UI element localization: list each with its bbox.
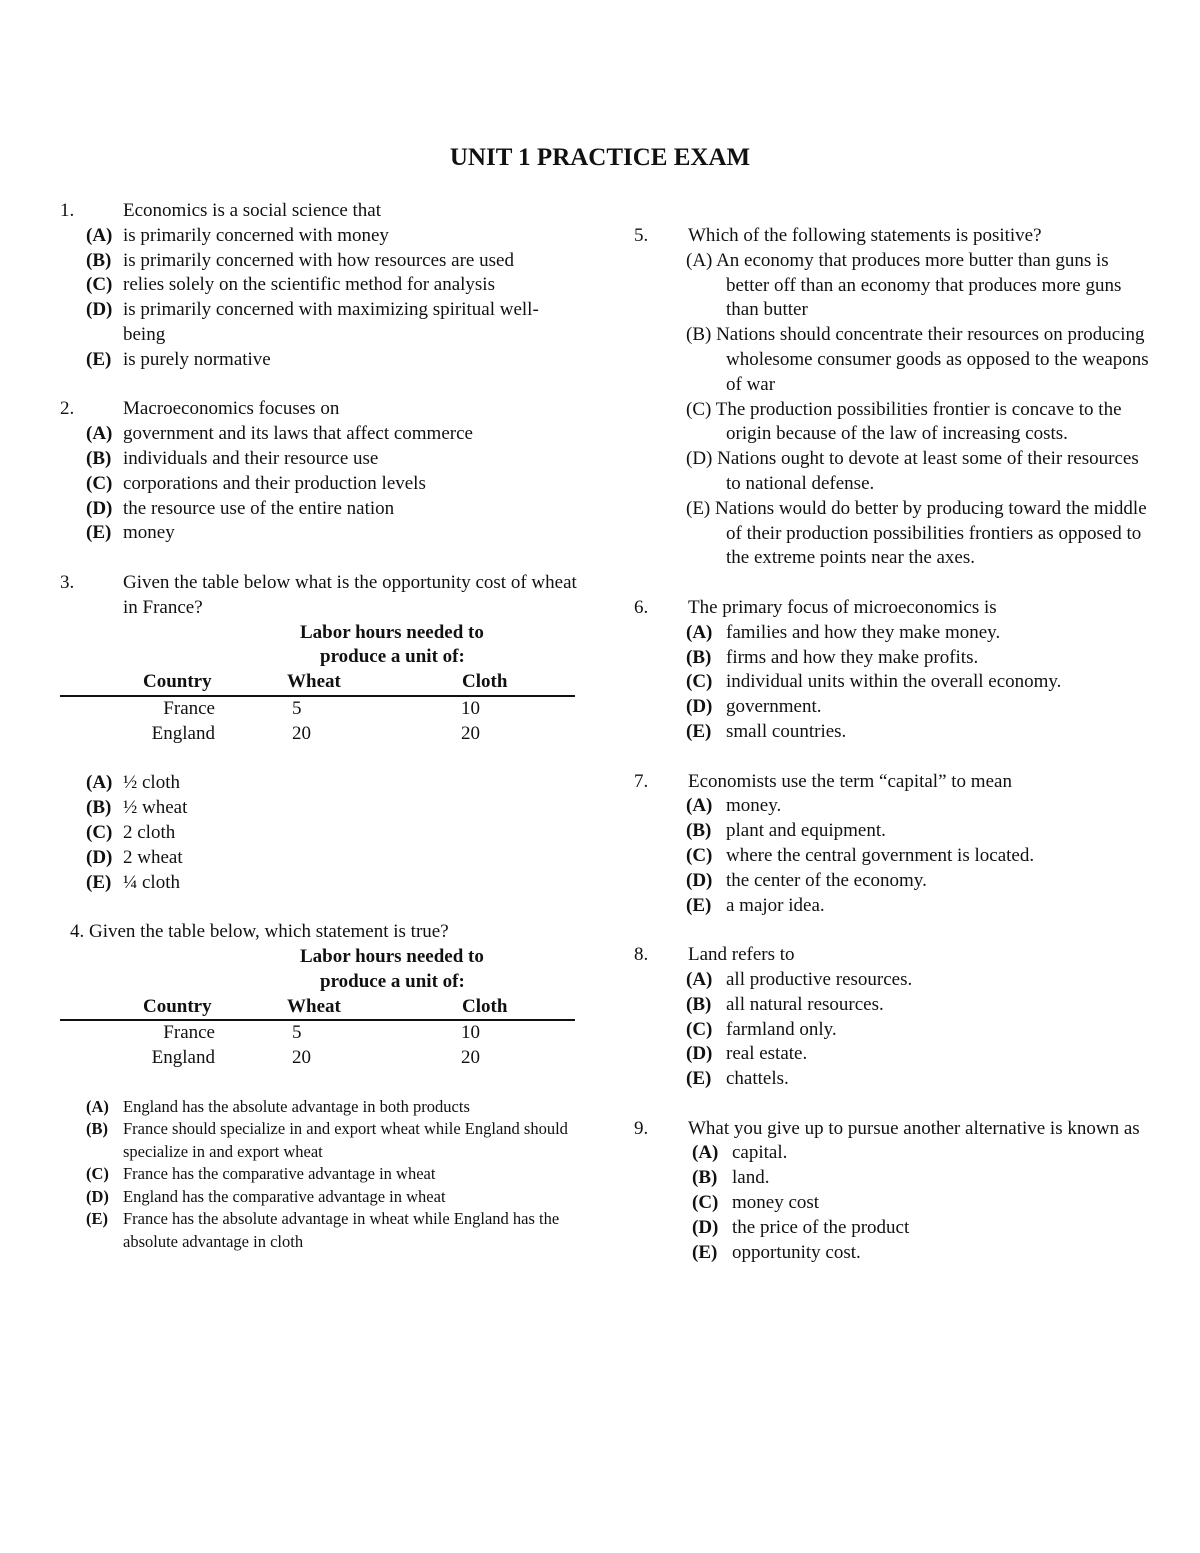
table-cell: 20 [292,1047,311,1069]
question-number: 8. [634,944,649,966]
option-text: relies solely on the scientific method for analysis [123,274,495,296]
option-d [60,1186,580,1209]
option-a [60,224,580,249]
option-label: (B) [86,447,112,469]
question-2 [60,397,580,546]
table-row [60,1021,575,1046]
option-e [634,894,1154,919]
option-text: all productive resources. [726,968,913,990]
option-label: (B) [86,797,112,819]
option-text: real estate. [726,1043,808,1065]
option-b [60,796,580,821]
question-9 [634,1117,1154,1266]
option-text: where the central government is located. [726,844,1035,866]
option-label: (C) [686,1018,713,1040]
option-list [60,1096,580,1254]
column-header: Wheat [287,671,341,693]
option-text: the resource use of the entire nation [123,497,395,519]
option-label: (C) [86,1164,109,1184]
left-column [60,199,580,1278]
page-title: UNIT 1 PRACTICE EXAM [449,144,751,171]
question-3 [60,571,580,895]
option-text: ½ wheat [123,797,188,819]
option-text: a major idea. [726,894,825,916]
option-a [634,621,1154,646]
option-label: (E) [86,1209,108,1229]
question-text: Economics is a social science that [123,200,381,221]
option-text: ¼ cloth [123,871,180,893]
option-a [634,249,1154,323]
option-text: farmland only. [726,1018,837,1040]
option-d [634,447,1154,497]
column-header: Country [143,671,212,693]
option-b [60,249,580,274]
option-a [634,1141,1154,1166]
option-text: individual units within the overall economy. [726,671,1062,693]
option-text: (E) Nations would do better by producing toward the middle of their production possibilities frontiers as opposed to the extreme points near the axes. [686,497,1147,569]
option-text: (A) An economy that produces more butter than guns is better off than an economy that produces more guns than butter [686,249,1122,321]
option-text: is primarily concerned with money [123,224,389,246]
option-d [60,846,580,871]
option-text: is primarily concerned with maximizing spiritual well-being [123,299,539,345]
table-cell: 20 [461,722,480,744]
question-5 [634,224,1154,571]
option-label: (C) [86,472,113,494]
option-b [634,646,1154,671]
option-a [60,771,580,796]
option-text: plant and equipment. [726,820,886,842]
option-b [634,819,1154,844]
option-label: (E) [86,871,112,893]
option-c [634,670,1154,695]
column-header: Country [143,995,212,1017]
option-e [60,1208,580,1253]
option-label: (A) [86,423,113,445]
table-row [60,697,575,722]
option-d [634,869,1154,894]
option-c [60,1163,580,1186]
question-4 [60,920,580,1253]
option-label: (C) [686,671,713,693]
question-stem [634,943,1154,968]
option-c [60,472,580,497]
option-b [60,1118,580,1163]
option-text: chattels. [726,1068,789,1090]
option-label: (B) [692,1167,718,1189]
question-number: 3. [60,571,75,593]
question-text: The primary focus of microeconomics is [688,596,997,618]
option-label: (A) [692,1142,719,1164]
option-text: government and its laws that affect commerce [123,423,473,445]
option-e [634,1067,1154,1092]
option-e [60,871,580,896]
table-cell: 5 [292,1022,302,1044]
option-text: money [123,522,175,544]
option-label: (E) [86,522,112,544]
option-text: the price of the product [732,1216,910,1238]
option-text: corporations and their production levels [123,472,426,494]
table-cell: England [151,722,215,744]
option-label: (B) [686,993,712,1015]
option-label: (B) [686,820,712,842]
right-column [634,224,1154,1290]
option-text: all natural resources. [726,993,884,1015]
option-label: (A) [686,795,713,817]
option-e [634,720,1154,745]
table-header-row [60,670,575,697]
option-e [634,497,1154,571]
table-caption [60,621,484,671]
question-text: Land refers to [688,944,795,966]
option-label: (D) [86,299,113,321]
question-text: What you give up to pursue another alternative is known as [688,1117,1140,1139]
option-text: England has the absolute advantage in both products [123,1096,470,1116]
option-label: (A) [86,224,113,246]
option-label: (C) [86,274,113,296]
option-label: (D) [86,1186,109,1206]
option-text: is primarily concerned with how resources are used [123,249,514,271]
option-text: capital. [732,1142,788,1164]
option-text: firms and how they make profits. [726,646,979,668]
option-label: (D) [686,1043,713,1065]
table-cell: 5 [292,697,302,719]
option-text: England has the comparative advantage in wheat [123,1186,446,1206]
question-6 [634,596,1154,745]
question-stem [60,397,580,422]
option-text: (D) Nations ought to devote at least some of their resources to national defense. [686,448,1139,494]
table-cell: France [163,1022,215,1044]
question-1 [60,199,580,373]
option-label: (E) [86,348,112,370]
option-text: 2 cloth [123,821,176,843]
table-cell: 20 [292,722,311,744]
option-text: individuals and their resource use [123,447,379,469]
question-number: 1. [60,200,75,221]
option-text: money cost [732,1192,820,1214]
option-c [60,821,580,846]
option-label: (D) [692,1216,719,1238]
column-header: Wheat [287,995,341,1017]
question-number: 5. [634,225,649,246]
option-e [634,1241,1154,1266]
question-stem [634,224,1154,249]
question-number: 6. [634,596,649,618]
option-c [634,844,1154,869]
option-label: (B) [86,1119,108,1139]
table-caption [60,945,484,995]
option-label: (A) [86,772,113,794]
option-e [60,521,580,546]
option-text: opportunity cost. [732,1241,861,1263]
option-label: (C) [686,844,713,866]
option-c [60,273,580,298]
question-number: 7. [634,770,649,792]
table-caption-line: Labor hours needed to [300,621,484,643]
labor-hours-table [60,621,575,747]
option-text: (B) Nations should concentrate their resources on producing wholesome consumer goods as opposed to the weapons of war [686,324,1149,395]
option-label: (A) [686,968,713,990]
table-cell: England [151,1047,215,1069]
table-header-row [60,995,575,1022]
option-label: (C) [86,821,113,843]
table-cell: 20 [461,1047,480,1069]
option-text: France has the comparative advantage in wheat [123,1164,436,1184]
option-text: France has the absolute advantage in wheat while England has the absolute advantage in cloth [123,1209,560,1251]
question-8 [634,943,1154,1092]
option-a [60,1096,580,1119]
option-c [634,1191,1154,1216]
question-number: 4. [70,921,85,943]
question-number: 2. [60,398,75,420]
option-c [634,398,1154,448]
table-caption-line: produce a unit of: [320,646,465,668]
question-text: Given the table below what is the opportunity cost of wheat in France? [123,571,577,618]
option-d [634,1042,1154,1067]
option-b [60,447,580,472]
option-label: (D) [686,696,713,718]
option-text: (C) The production possibilities frontier is concave to the origin because of the law of increasing costs. [686,398,1122,445]
option-label: (E) [692,1241,718,1263]
option-text: money. [726,795,782,817]
table-cell: France [163,697,215,719]
question-text: Which of the following statements is positive? [688,225,1042,246]
option-b [634,323,1154,397]
table-caption-line: produce a unit of: [320,970,465,992]
option-a [634,794,1154,819]
option-label: (B) [686,646,712,668]
question-stem [634,1117,1154,1142]
option-d [60,497,580,522]
table-cell: 10 [461,1022,480,1044]
option-e [60,348,580,373]
question-number: 9. [634,1117,649,1139]
option-text: is purely normative [123,348,271,370]
option-a [634,968,1154,993]
option-d [634,695,1154,720]
question-stem [60,920,580,945]
question-stem [60,199,580,224]
question-text: Economists use the term “capital” to mean [688,770,1012,792]
option-label: (A) [86,1096,109,1116]
option-label: (D) [686,869,713,891]
option-label: (D) [86,846,113,868]
column-header: Cloth [462,995,508,1017]
option-text: ½ cloth [123,772,180,794]
question-stem [60,571,580,621]
question-stem [634,596,1154,621]
option-c [634,1018,1154,1043]
table-row [60,1046,575,1071]
option-d [60,298,580,348]
table-caption-line: Labor hours needed to [300,945,484,967]
option-a [60,422,580,447]
question-7 [634,770,1154,919]
column-header: Cloth [462,671,508,693]
option-label: (E) [686,894,712,916]
option-label: (E) [686,720,712,742]
question-text: Given the table below, which statement is true? [89,921,449,943]
table-cell: 10 [461,697,480,719]
option-b [634,993,1154,1018]
option-label: (A) [686,621,713,643]
table-row [60,722,575,747]
option-label: (D) [86,497,113,519]
option-label: (E) [686,1068,712,1090]
option-label: (B) [86,249,112,271]
option-text: families and how they make money. [726,621,1001,643]
option-text: government. [726,696,822,718]
option-text: 2 wheat [123,846,183,868]
option-d [634,1216,1154,1241]
option-label: (C) [692,1192,719,1214]
question-text: Macroeconomics focuses on [123,398,340,420]
option-b [634,1166,1154,1191]
option-text: land. [732,1167,770,1189]
option-text: small countries. [726,720,847,742]
option-text: the center of the economy. [726,869,927,891]
option-text: France should specialize in and export wheat while England should specialize in and export wheat [123,1119,568,1161]
question-stem [634,770,1154,795]
labor-hours-table [60,945,575,1071]
